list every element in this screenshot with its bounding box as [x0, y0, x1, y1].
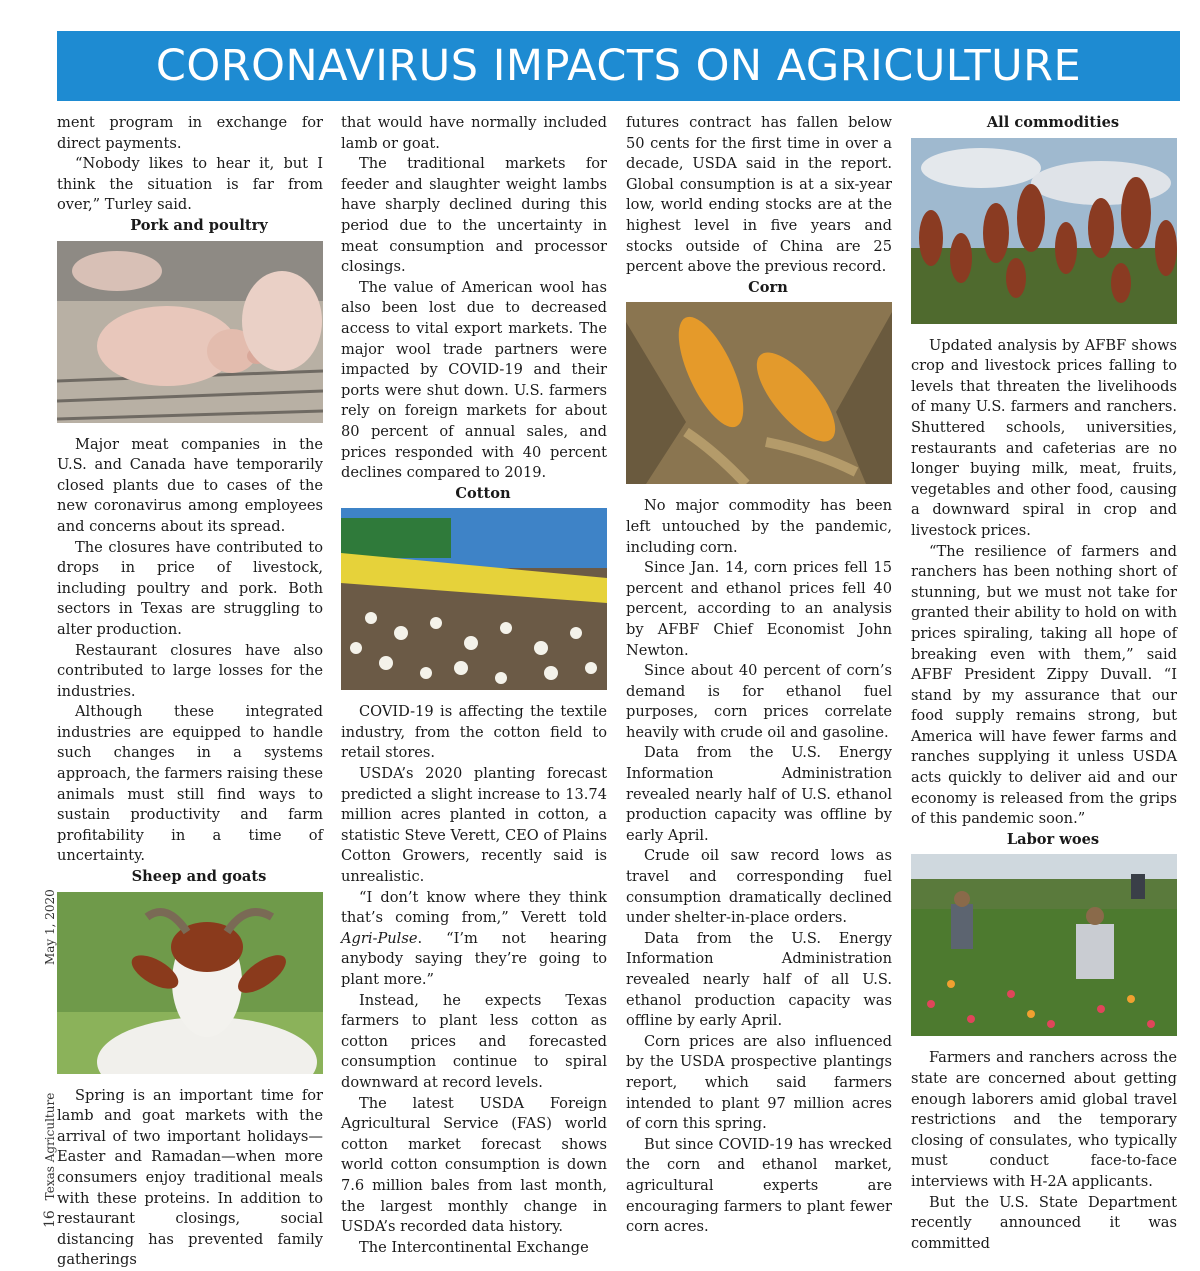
paragraph: Crude oil saw record lows as travel and corresponding fuel consumption dramatically declined under shelter-in-place orders.	[626, 847, 892, 927]
paragraph: Although these integrated industries are equipped to handle such changes in a systems approach, the farmers raising these animals must still find ways to sustain productivity and farm profitability in a time of uncertainty.	[57, 703, 323, 865]
goat-photo	[57, 892, 323, 1074]
publication-name: Texas Agriculture	[43, 1092, 57, 1201]
article-column-4	[911, 113, 1177, 1254]
paragraph: Updated analysis by AFBF shows crop and livestock prices falling to levels that threaten the livelihoods of many U.S. farmers and ranchers. Shuttered schools, universities, restaurants and cafeterias are no longer buying milk, meat, fruits, vegetables and other food, causing a downward spiral in crop and livestock prices.	[911, 336, 1177, 539]
article-column-2	[341, 113, 607, 1258]
section-banner	[57, 31, 1180, 101]
paragraph: No major commodity has been left untouched by the pandemic, including corn.	[626, 497, 892, 556]
paragraph: Since about 40 percent of corn’s demand is for ethanol fuel purposes, corn prices correlate heavily with crude oil and gasoline.	[626, 662, 892, 741]
corn-photo	[626, 302, 892, 484]
paragraph: COVID-19 is affecting the textile industry, from the cotton field to retail stores.	[341, 703, 607, 762]
paragraph: that would have normally included lamb or goat.	[341, 114, 607, 152]
article-column-3	[626, 113, 892, 1238]
paragraph: Instead, he expects Texas farmers to plant less cotton as cotton prices and forecasted consumption continue to spiral downward at record levels.	[341, 991, 607, 1091]
paragraph: Spring is an important time for lamb and goat markets with the arrival of two important holidays—Easter and Ramadan—when more consumers enjoy traditional meals with these proteins. In addition to restaurant closings, social distancing has prevented family gatherings	[57, 1086, 323, 1269]
publication-title: Agri-Pulse	[341, 929, 418, 947]
section-heading-pork-poultry: Pork and poultry	[130, 216, 268, 234]
paragraph: But the U.S. State Department recently announced it was committed	[911, 1193, 1177, 1252]
page-footer-margin	[42, 889, 58, 1228]
paragraph: USDA’s 2020 planting forecast predicted a slight increase to 13.74 million acres planted in cotton, a statistic Steve Verett, CEO of Plains Cotton Growers, recently said is unrealistic.	[341, 765, 607, 886]
paragraph: futures contract has fallen below 50 cents for the first time in over a decade, USDA said in the report. Global consumption is at a six-year low, world ending stocks are at the highest level in five years and stocks outside of China are 25 percent above the previous record.	[626, 114, 892, 276]
paragraph: The traditional markets for feeder and slaughter weight lambs have sharply declined during this period due to the uncertainty in meat consumption and processor closings.	[341, 155, 607, 276]
section-heading-all-commodities: All commodities	[986, 114, 1120, 131]
paragraph: But since COVID-19 has wrecked the corn and ethanol market, agricultural experts are encouraging farmers to plant fewer corn acres.	[626, 1135, 892, 1236]
paragraph: “The resilience of farmers and ranchers has been nothing short of stunning, but we must not take for granted their ability to hold on with prices spiraling, taking all hope of breaking even with them,” said AFBF President Zippy Duvall. “I stand by my assurance that our food supply remains strong, but America will have fewer farms and ranches supplying it unless USDA acts quickly to deliver aid and our economy is released from the grips of this pandemic soon.”	[911, 542, 1177, 828]
paragraph: The value of American wool has also been lost due to decreased access to vital export markets. The major wool trade partners were impacted by COVID-19 and their ports were shut down. U.S. farmers rely on foreign markets for about 80 percent of annual sales, and prices responded with 40 percent declines compared to 2019.	[341, 278, 607, 482]
sorghum-field-photo	[911, 138, 1177, 324]
quote-text: “I don’t know where they think that’s coming from,” Verett told	[341, 888, 607, 927]
paragraph: The closures have contributed to drops in price of livestock, including poultry and pork. Both sectors in Texas are struggling to alter production.	[57, 538, 323, 638]
paragraph: The latest USDA Foreign Agricultural Service (FAS) world cotton market forecast shows world cotton consumption is down 7.6 million bales from last month, the largest monthly change in USDA’s recorded data history.	[341, 1094, 607, 1236]
quote-text: . “I’m not hearing anybody saying they’re going to plant more.”	[341, 929, 607, 988]
paragraph	[341, 888, 607, 991]
paragraph: Data from the U.S. Energy Information Administration revealed nearly half of all U.S. ethanol production capacity was offline by early April.	[626, 929, 892, 1030]
paragraph: Corn prices are also influenced by the USDA prospective plantings report, which said farmers intended to plant 97 million acres of corn this spring.	[626, 1032, 892, 1133]
page-number: 16	[42, 1210, 58, 1228]
article-column-1	[57, 113, 323, 1271]
section-heading-corn: Corn	[748, 278, 788, 296]
issue-date: May 1, 2020	[43, 889, 57, 966]
section-heading-sheep-goats: Sheep and goats	[131, 868, 267, 886]
paragraph: “Nobody likes to hear it, but I think the situation is far from over,” Turley said.	[57, 155, 323, 214]
paragraph: The Intercontinental Exchange	[359, 1238, 589, 1256]
section-heading-cotton: Cotton	[455, 484, 511, 502]
cotton-harvester-photo	[341, 508, 607, 690]
paragraph: ment program in exchange for direct payments.	[57, 114, 323, 152]
paragraph: Data from the U.S. Energy Information Administration revealed nearly half of U.S. ethanol production capacity was offline by early April.	[626, 744, 892, 844]
section-heading-labor-woes: Labor woes	[1006, 830, 1100, 848]
paragraph: Restaurant closures have also contributed to large losses for the industries.	[57, 641, 323, 700]
paragraph: Farmers and ranchers across the state are concerned about getting enough laborers amid global travel restrictions and the temporary closing of consulates, who typically must conduct face-to-face interviews with H-2A applicants.	[911, 1049, 1177, 1190]
pigs-photo	[57, 241, 323, 423]
paragraph: Since Jan. 14, corn prices fell 15 percent and ethanol prices fell 40 percent, according to an analysis by AFBF Chief Economist John Newton.	[626, 559, 892, 659]
farmworkers-photo	[911, 854, 1177, 1036]
page-title: CORONAVIRUS IMPACTS ON AGRICULTURE	[155, 41, 1082, 91]
paragraph: Major meat companies in the U.S. and Canada have temporarily closed plants due to cases of the new coronavirus among employees and concerns about its spread.	[57, 435, 323, 535]
